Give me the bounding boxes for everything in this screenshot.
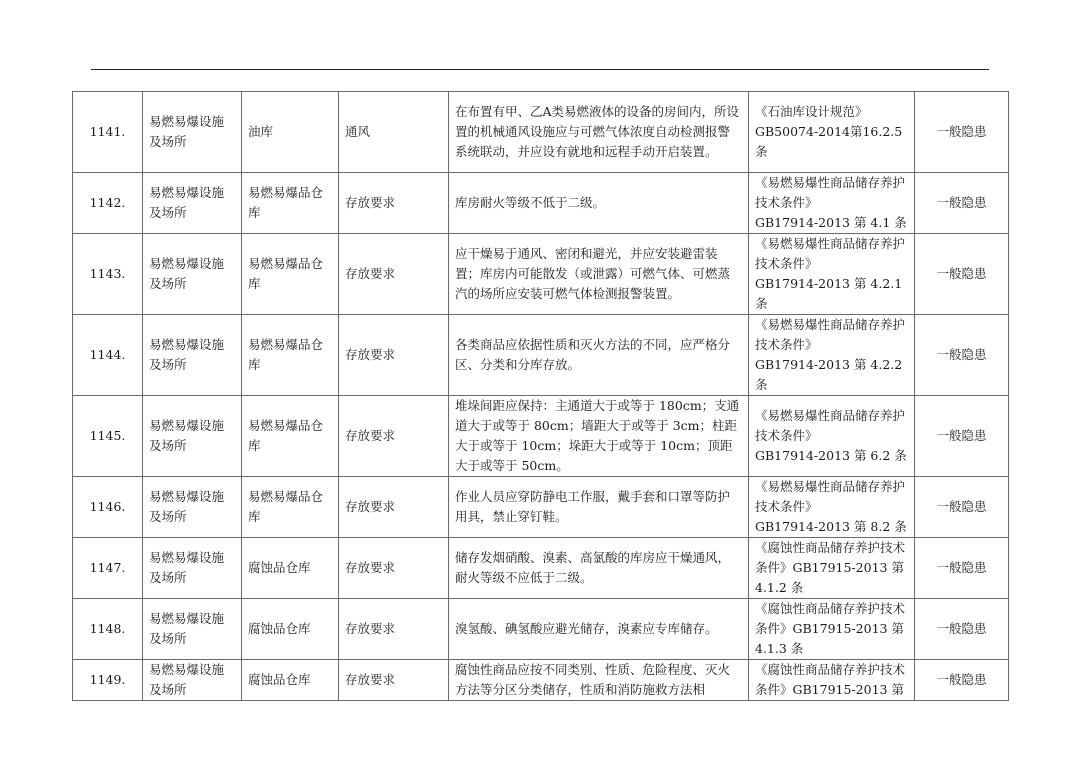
category-cell: 易燃易爆设施及场所 [143,660,242,701]
basis-cell: 《石油库设计规范》 GB50074-2014第16.2.5条 [749,92,915,173]
topic-cell: 存放要求 [339,234,449,315]
hazard-level-cell: 一般隐患 [915,92,1009,173]
category-cell: 易燃易爆设施及场所 [143,477,242,538]
topic-cell: 存放要求 [339,660,449,701]
category-cell: 易燃易爆设施及场所 [143,599,242,660]
row-number: 1141. [73,92,143,173]
basis-cell: 《易燃易爆性商品储存养护技术条件》 GB17914-2013 第 6.2 条 [749,396,915,477]
row-number: 1146. [73,477,143,538]
row-number: 1149. [73,660,143,701]
table-row [73,660,1009,701]
item-cell: 腐蚀品仓库 [242,599,339,660]
row-number: 1145. [73,396,143,477]
requirement-cell: 储存发烟硝酸、溴素、高氯酸的库房应干燥通风，耐火等级不应低于二级。 [449,538,749,599]
item-cell: 油库 [242,92,339,173]
table-row [73,92,1009,173]
category-cell: 易燃易爆设施及场所 [143,396,242,477]
requirement-cell: 溴氢酸、碘氢酸应避光储存，溴素应专库储存。 [449,599,749,660]
category-cell: 易燃易爆设施及场所 [143,234,242,315]
basis-cell: 《易燃易爆性商品储存养护技术条件》 GB17914-2013 第 4.1 条 [749,173,915,234]
table-row [73,173,1009,234]
topic-cell: 存放要求 [339,173,449,234]
table-row [73,396,1009,477]
topic-cell: 存放要求 [339,315,449,396]
category-cell: 易燃易爆设施及场所 [143,92,242,173]
item-cell: 腐蚀品仓库 [242,660,339,701]
table-row [73,538,1009,599]
requirement-cell: 作业人员应穿防静电工作服，戴手套和口罩等防护用具，禁止穿钉鞋。 [449,477,749,538]
requirement-cell: 在布置有甲、乙A类易燃液体的设备的房间内，所设置的机械通风设施应与可燃气体浓度自动检测报警系统联动，并应设有就地和远程手动开启装置。 [449,92,749,173]
category-cell: 易燃易爆设施及场所 [143,315,242,396]
item-cell: 易燃易爆品仓库 [242,173,339,234]
table-row [73,477,1009,538]
basis-cell: 《腐蚀性商品储存养护技术条件》GB17915-2013 第 4.1.3 条 [749,599,915,660]
hazard-level-cell: 一般隐患 [915,538,1009,599]
topic-cell: 存放要求 [339,477,449,538]
requirement-cell: 各类商品应依据性质和灭火方法的不同，应严格分区、分类和分库存放。 [449,315,749,396]
category-cell: 易燃易爆设施及场所 [143,538,242,599]
requirement-cell: 库房耐火等级不低于二级。 [449,173,749,234]
item-cell: 易燃易爆品仓库 [242,396,339,477]
category-cell: 易燃易爆设施及场所 [143,173,242,234]
table-row [73,234,1009,315]
hazard-level-cell: 一般隐患 [915,315,1009,396]
hazard-level-cell: 一般隐患 [915,396,1009,477]
row-number: 1142. [73,173,143,234]
row-number: 1148. [73,599,143,660]
basis-cell: 《腐蚀性商品储存养护技术条件》GB17915-2013 第 4.1.2 条 [749,538,915,599]
requirement-cell: 腐蚀性商品应按不同类别、性质、危险程度、灭火方法等分区分类储存，性质和消防施救方法相 [449,660,749,701]
topic-cell: 存放要求 [339,396,449,477]
item-cell: 易燃易爆品仓库 [242,234,339,315]
basis-cell: 《易燃易爆性商品储存养护技术条件》 GB17914-2013 第 4.2.2 条 [749,315,915,396]
hazard-level-cell: 一般隐患 [915,173,1009,234]
topic-cell: 存放要求 [339,599,449,660]
hazard-level-cell: 一般隐患 [915,660,1009,701]
requirement-cell: 应干燥易于通风、密闭和避光，并应安装避雷装置；库房内可能散发（或泄露）可燃气体、可燃蒸汽的场所应安装可燃气体检测报警装置。 [449,234,749,315]
item-cell: 腐蚀品仓库 [242,538,339,599]
item-cell: 易燃易爆品仓库 [242,477,339,538]
hazard-table [72,91,1009,701]
topic-cell: 通风 [339,92,449,173]
hazard-level-cell: 一般隐患 [915,599,1009,660]
basis-cell: 《腐蚀性商品储存养护技术条件》GB17915-2013 第 [749,660,915,701]
row-number: 1144. [73,315,143,396]
item-cell: 易燃易爆品仓库 [242,315,339,396]
row-number: 1147. [73,538,143,599]
basis-cell: 《易燃易爆性商品储存养护技术条件》 GB17914-2013 第 4.2.1 条 [749,234,915,315]
table-row [73,599,1009,660]
hazard-level-cell: 一般隐患 [915,234,1009,315]
header-rule [91,69,989,70]
requirement-cell: 堆垛间距应保持：主通道大于或等于 180cm；支通道大于或等于 80cm；墙距大于或等于 3cm；柱距大于或等于 10cm；垛距大于或等于 10cm；顶距大于或等于 50cm。 [449,396,749,477]
topic-cell: 存放要求 [339,538,449,599]
row-number: 1143. [73,234,143,315]
hazard-level-cell: 一般隐患 [915,477,1009,538]
basis-cell: 《易燃易爆性商品储存养护技术条件》 GB17914-2013 第 8.2 条 [749,477,915,538]
table-row [73,315,1009,396]
